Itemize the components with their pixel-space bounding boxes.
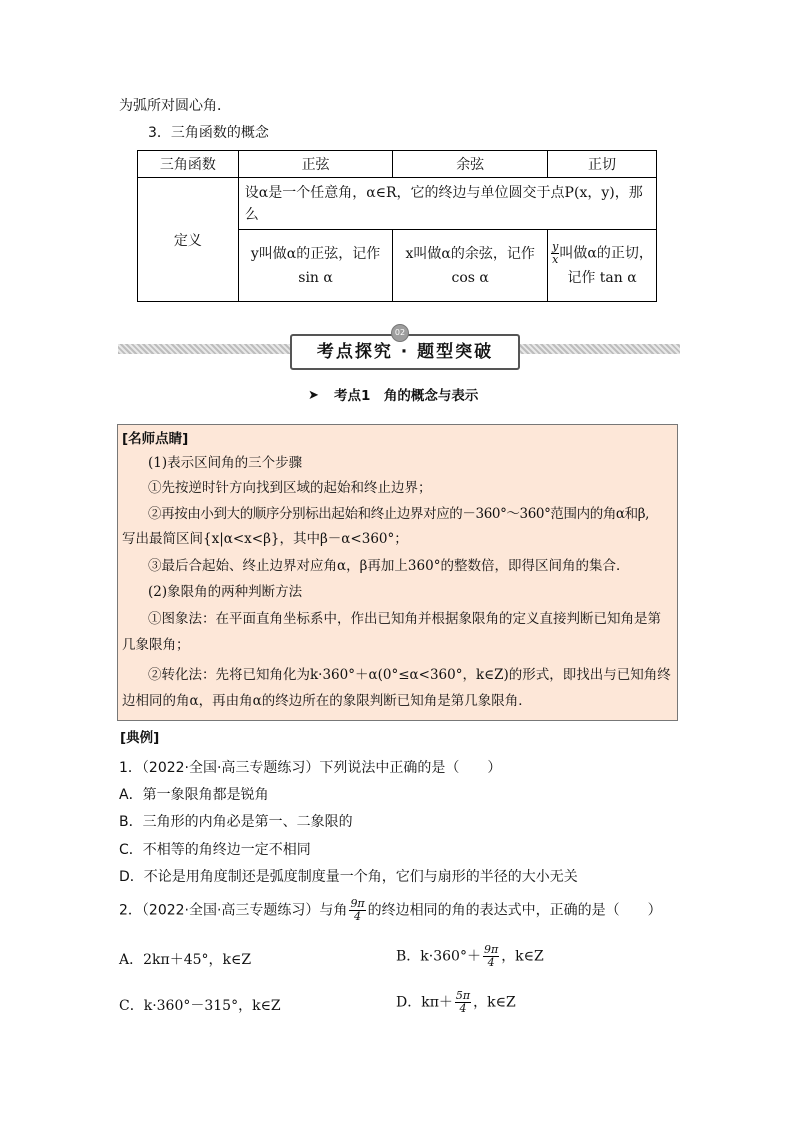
- table-header-function: 三角函数: [138, 151, 239, 178]
- tip-line: (2)象限角的两种判断方法: [148, 584, 303, 600]
- banner-stripe-right: [516, 344, 680, 354]
- examples-label: [典例]: [120, 730, 160, 746]
- tangent-definition: 叫做α的正切，: [559, 245, 653, 262]
- question-2-option-c: C．k·360°－315°，k∈Z: [119, 998, 281, 1014]
- banner-stripe-left: [118, 344, 290, 354]
- fraction-numerator: 5π: [455, 989, 471, 1002]
- tip-line: ③最后合起始、终止边界对应角α，β再加上360°的整数倍，即得区间角的集合．: [148, 558, 630, 574]
- tip-line: ①先按逆时针方向找到区域的起始和终止边界；: [148, 480, 432, 496]
- teacher-tip-box: [117, 424, 678, 721]
- question-2-option-a: A．2kπ＋45°，k∈Z: [119, 952, 252, 968]
- question-1-stem: 1．（2022·全国·高三专题练习）下列说法中正确的是（ ）: [119, 760, 502, 776]
- section-banner-title: 考点探究 · 题型突破: [290, 334, 520, 370]
- table-definition: 设α是一个任意角，α∈R，它的终边与单位圆交于点P(x，y)，那么: [238, 178, 656, 230]
- tip-line: 边相同的角α，再由角α的终边所在的象限判断已知角是第几象限角．: [122, 693, 532, 709]
- question-2-option-b: [396, 944, 544, 969]
- question-2-stem-suffix: 的终边相同的角的表达式中，正确的是（ ）: [367, 902, 662, 919]
- fraction-numerator: y: [552, 240, 559, 253]
- option-b-suffix: ，k∈Z: [501, 948, 544, 965]
- question-1-option-d: D．不论是用角度制还是弧度制度量一个角，它们与扇形的半径的大小无关: [119, 869, 578, 885]
- option-d-prefix: D．kπ＋: [396, 994, 453, 1011]
- question-1-option-a: A．第一象限角都是锐角: [119, 787, 269, 803]
- tip-line: ②转化法：先将已知角化为k·360°＋α(0°≤α<360°，k∈Z)的形式，即找出与已知角终: [148, 667, 671, 683]
- fraction-numerator: 9π: [350, 897, 365, 910]
- question-2-stem: [119, 898, 662, 923]
- question-2-fraction: [349, 898, 365, 923]
- tip-line: ②再按由小到大的顺序分别标出起始和终止边界对应的－360°～360°范围内的角α和β,: [148, 506, 650, 522]
- cosine-notation: cos α: [451, 269, 489, 286]
- option-b-fraction: [483, 944, 499, 969]
- sine-definition: y叫做α的正弦，记作: [250, 245, 381, 262]
- table-header-sine: 正弦: [238, 151, 393, 178]
- question-1-option-b: B．三角形的内角必是第一、二象限的: [119, 814, 353, 830]
- arrow-icon: ➤: [308, 388, 319, 403]
- sine-notation: sin α: [298, 269, 333, 286]
- cosine-definition: x叫做α的余弦，记作: [405, 245, 535, 262]
- fraction-numerator: 9π: [483, 943, 499, 956]
- question-1-option-c: C．不相等的角终边一定不相同: [119, 842, 311, 858]
- intro-line: 为弧所对圆心角．: [119, 98, 231, 114]
- question-2-stem-prefix: 2．（2022·全国·高三专题练习）与角: [119, 902, 348, 919]
- tip-line: (1)表示区间角的三个步骤: [148, 455, 303, 471]
- tip-heading: [名师点睛]: [122, 431, 189, 447]
- option-d-fraction: [455, 990, 471, 1015]
- tangent-notation: 记作 tan α: [567, 270, 637, 286]
- tip-line: 写出最简区间{x|α<x<β}，其中β－α<360°；: [122, 531, 408, 547]
- sine-cell: [238, 230, 393, 302]
- section-number-badge: 02: [391, 324, 409, 342]
- table-header-tangent: 正切: [548, 151, 657, 178]
- section-3-title: 3．三角函数的概念: [148, 125, 269, 141]
- cosine-cell: [393, 230, 548, 302]
- option-b-prefix: B．k·360°＋: [396, 948, 481, 965]
- tip-line: ①图象法：在平面直角坐标系中，作出已知角并根据象限角的定义直接判断已知角是第: [148, 611, 661, 627]
- option-d-suffix: ，k∈Z: [473, 994, 516, 1011]
- tip-line: 几象限角；: [122, 637, 190, 653]
- fraction-denominator: 4: [487, 956, 495, 969]
- trig-function-table: [137, 150, 657, 302]
- fraction-denominator: x: [552, 253, 559, 266]
- question-2-option-d: [396, 990, 516, 1015]
- topic-1-heading: 考点1 角的概念与表示: [334, 388, 479, 404]
- table-row-label: 定义: [138, 178, 239, 302]
- tangent-cell: [548, 230, 657, 302]
- table-header-cosine: 余弦: [393, 151, 548, 178]
- fraction-denominator: 4: [459, 1002, 467, 1015]
- fraction-denominator: 4: [354, 910, 362, 923]
